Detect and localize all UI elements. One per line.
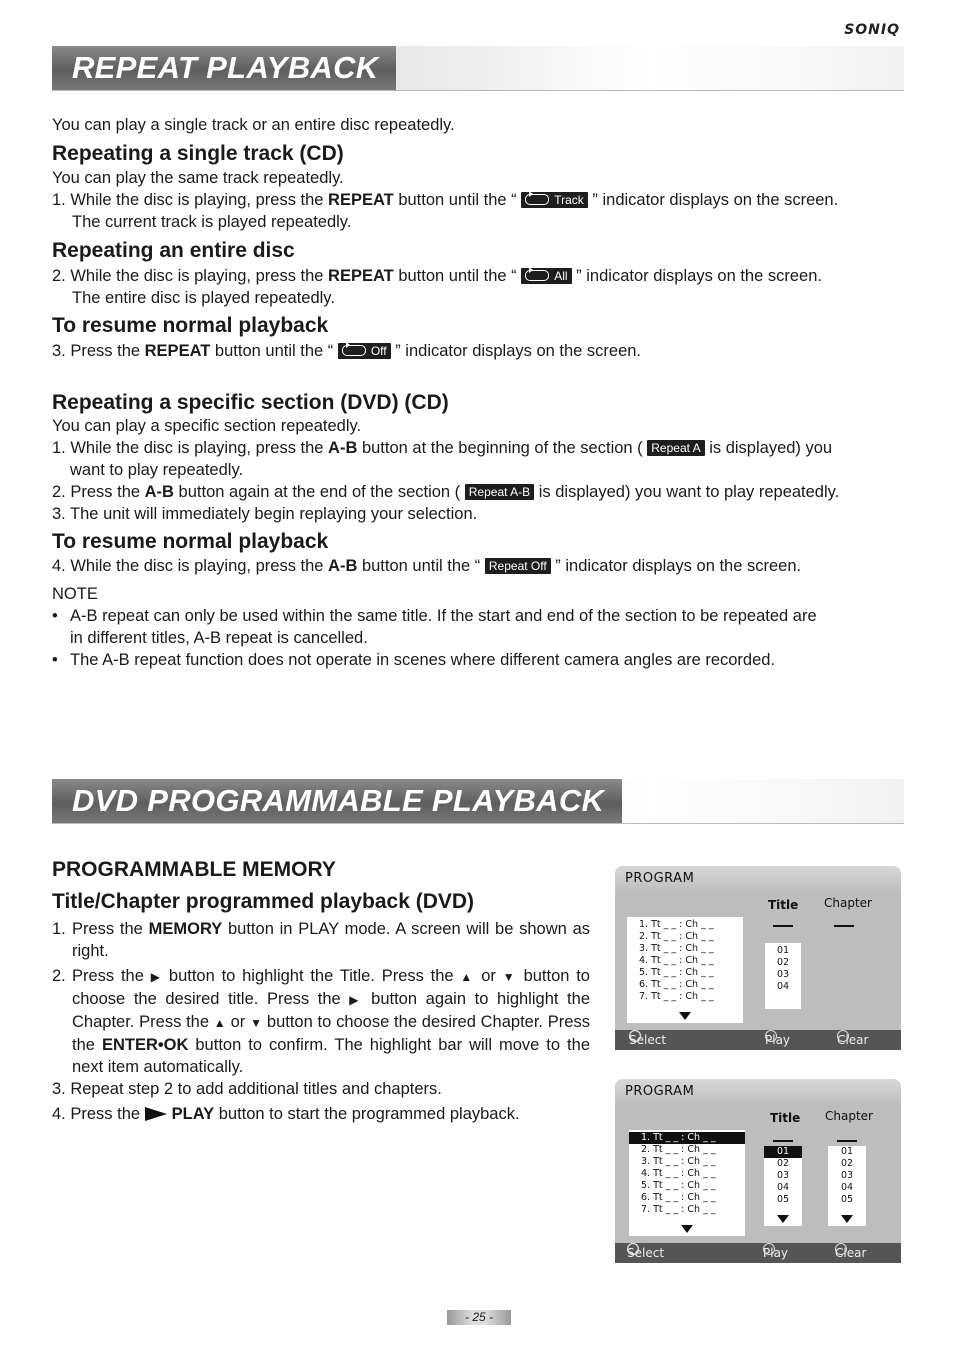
text: 1. While the disc is playing, press the: [52, 191, 329, 209]
chapter-option[interactable]: 01: [840, 1146, 854, 1157]
text: button to start the programmed playback.: [214, 1105, 520, 1123]
up-arrow-icon: ▲: [213, 1016, 226, 1030]
indicator-label: All: [554, 269, 568, 283]
button-name: A-B: [144, 483, 174, 501]
osd-title: PROGRAM: [615, 1079, 901, 1105]
repeat-a-indicator: Repeat A: [647, 440, 704, 456]
indicator-label: Off: [370, 344, 387, 358]
title-option[interactable]: 04: [776, 981, 790, 992]
heading-ab-repeat: Repeating a specific section (DVD) (CD): [52, 391, 449, 414]
repeat-ab-indicator: Repeat A-B: [465, 484, 534, 500]
text: or: [225, 1013, 251, 1031]
intro-text: You can play a single track or an entire disc repeatedly.: [52, 116, 455, 134]
heading-resume: To resume normal playback: [52, 314, 329, 337]
text: button to highlight the Title. Press the: [162, 967, 461, 985]
ab-step-4: [52, 555, 801, 577]
osd-col-chapter: Chapter: [824, 896, 872, 910]
select-label: Select: [627, 1246, 665, 1260]
chapter-option[interactable]: 03: [840, 1170, 854, 1181]
text: button to choose the desired Chapter. Press the: [72, 1013, 590, 1054]
text: ” indicator displays on the screen.: [587, 191, 839, 209]
list-item[interactable]: 6. Tt _ _ : Ch _ _: [639, 979, 714, 990]
banner-title: REPEAT PLAYBACK: [52, 46, 396, 90]
repeat-off-indicator: [338, 343, 391, 359]
list-item[interactable]: 5. Tt _ _ : Ch _ _: [641, 1180, 716, 1191]
list-item[interactable]: 4. Tt _ _ : Ch _ _: [641, 1168, 716, 1179]
osd-control-bar: [615, 1243, 901, 1263]
prog-step-2-num: 2.: [52, 967, 66, 985]
text: 1. While the disc is playing, press the: [52, 439, 329, 457]
ab-step-2: [52, 481, 839, 503]
chapter-column[interactable]: [828, 1146, 866, 1226]
program-list[interactable]: [629, 1130, 745, 1236]
title-scroll-down-icon[interactable]: [777, 1215, 789, 1223]
down-arrow-icon: ▼: [250, 1016, 263, 1030]
note-1-line1: A-B repeat can only be used within the same title. If the start and end of the section to be repeated are: [70, 607, 817, 625]
text: Press the: [72, 920, 149, 938]
indicator-label: Track: [554, 193, 584, 207]
clear-label: Clear: [835, 1246, 867, 1260]
text: is displayed) you: [704, 439, 833, 457]
button-name: REPEAT: [144, 342, 211, 360]
repeat-loop-icon: [525, 270, 549, 281]
ab-sub: You can play a specific section repeatedly.: [52, 417, 362, 435]
play-label: Play: [763, 1246, 789, 1260]
text: 4. While the disc is playing, press the: [52, 557, 329, 575]
title-option[interactable]: 02: [776, 957, 790, 968]
repeat-loop-icon: [342, 345, 366, 356]
title-option[interactable]: 03: [776, 969, 790, 980]
text: button again at the end of the section (: [173, 483, 465, 501]
chapter-scroll-down-icon[interactable]: [841, 1215, 853, 1223]
heading-entire-disc: Repeating an entire disc: [52, 239, 295, 262]
down-arrow-icon: ▼: [502, 970, 517, 984]
title-option[interactable]: 01: [776, 945, 790, 956]
prog-step-3: 3. Repeat step 2 to add additional titles and chapters.: [52, 1080, 442, 1098]
ab-step-1-line2: want to play repeatedly.: [70, 461, 244, 479]
text: Press the: [72, 967, 151, 985]
title-option[interactable]: 04: [776, 1182, 790, 1193]
chapter-option[interactable]: 02: [840, 1158, 854, 1169]
right-arrow-icon: ▶: [150, 970, 163, 984]
button-name: A-B: [328, 439, 358, 457]
osd-title: PROGRAM: [615, 866, 901, 892]
right-arrow-icon: ▶: [349, 993, 363, 1007]
title-dash: [773, 1140, 793, 1142]
ab-step-1: [52, 437, 832, 459]
text: is displayed) you want to play repeatedly.: [534, 483, 840, 501]
text: button to choose the desired title. Press the: [72, 967, 590, 1008]
list-item[interactable]: 2. Tt _ _ : Ch _ _: [641, 1144, 716, 1155]
title-option[interactable]: 02: [776, 1158, 790, 1169]
osd-col-chapter: Chapter: [825, 1109, 873, 1123]
play-icon: [145, 1107, 167, 1121]
osd-col-title: Title: [768, 898, 799, 912]
text: button until the “: [393, 267, 522, 285]
list-item[interactable]: 6. Tt _ _ : Ch _ _: [641, 1192, 716, 1203]
chapter-dash: [837, 1140, 857, 1142]
prog-step-2: [72, 965, 590, 1078]
button-name: A-B: [328, 557, 358, 575]
text: 2. Press the: [52, 483, 145, 501]
single-sub: You can play the same track repeatedly.: [52, 169, 344, 187]
prog-step-4: [52, 1103, 520, 1125]
section-banner-repeat: [52, 46, 904, 91]
list-item[interactable]: 3. Tt _ _ : Ch _ _: [639, 943, 714, 954]
text: 2. While the disc is playing, press the: [52, 267, 329, 285]
heading-single-track: Repeating a single track (CD): [52, 142, 344, 165]
program-list[interactable]: [627, 917, 743, 1023]
list-item[interactable]: 4. Tt _ _ : Ch _ _: [639, 955, 714, 966]
ab-step-3: 3. The unit will immediately begin replaying your selection.: [52, 505, 478, 523]
list-item[interactable]: 7. Tt _ _ : Ch _ _: [641, 1204, 716, 1215]
text: ” indicator displays on the screen.: [550, 557, 802, 575]
text: button at the beginning of the section (: [357, 439, 648, 457]
text: or: [474, 967, 503, 985]
page-number: - 25 -: [447, 1310, 511, 1325]
note-label: NOTE: [52, 585, 98, 603]
heading-programmable-memory: PROGRAMMABLE MEMORY: [52, 858, 336, 881]
heading-title-chapter: Title/Chapter programmed playback (DVD): [52, 890, 475, 913]
clear-label: Clear: [837, 1033, 869, 1047]
text: ” indicator displays on the screen.: [571, 267, 822, 285]
note-bullet: •: [52, 607, 58, 625]
brand-logo: SONIQ: [844, 22, 900, 38]
title-option-selected[interactable]: 01: [764, 1146, 802, 1158]
section-banner-program: [52, 779, 904, 824]
scroll-down-icon[interactable]: [681, 1225, 693, 1233]
banner-title: DVD PROGRAMMABLE PLAYBACK: [52, 779, 622, 823]
repeat-loop-icon: [525, 194, 549, 205]
step-3: [52, 340, 641, 362]
list-item[interactable]: 2. Tt _ _ : Ch _ _: [639, 931, 714, 942]
repeat-off-ab-indicator: Repeat Off: [485, 558, 551, 574]
chapter-option[interactable]: 04: [840, 1182, 854, 1193]
prog-step-1-num: 1.: [52, 920, 66, 938]
repeat-track-indicator: [521, 192, 588, 208]
list-item[interactable]: 3. Tt _ _ : Ch _ _: [641, 1156, 716, 1167]
title-column[interactable]: [765, 943, 801, 1009]
button-name: REPEAT: [328, 267, 394, 285]
note-2: The A-B repeat function does not operate in scenes where different camera angles are recorded.: [70, 651, 776, 669]
note-1-line2: in different titles, A-B repeat is cancelled.: [70, 629, 368, 647]
program-screen-2: [615, 1079, 901, 1263]
text: button until the “: [393, 191, 522, 209]
scroll-down-icon[interactable]: [679, 1012, 691, 1020]
text: button again to highlight the Chapter. Press the: [72, 990, 590, 1031]
button-name: MEMORY: [148, 920, 223, 938]
repeat-all-indicator: [521, 268, 571, 284]
list-item[interactable]: 5. Tt _ _ : Ch _ _: [639, 967, 714, 978]
list-item[interactable]: 7. Tt _ _ : Ch _ _: [639, 991, 714, 1002]
note-bullet: •: [52, 651, 58, 669]
up-arrow-icon: ▲: [460, 970, 475, 984]
title-option[interactable]: 03: [776, 1170, 790, 1181]
button-name: REPEAT: [328, 191, 394, 209]
list-item-selected[interactable]: 1. Tt _ _ : Ch _ _: [629, 1132, 745, 1144]
heading-resume-2: To resume normal playback: [52, 530, 329, 553]
step-2-line2: The entire disc is played repeatedly.: [72, 289, 335, 307]
select-label: Select: [629, 1033, 667, 1047]
list-item[interactable]: 1. Tt _ _ : Ch _ _: [639, 919, 714, 930]
step-1-line2: The current track is played repeatedly.: [72, 213, 352, 231]
text: button in PLAY mode. A screen will be shown as right.: [72, 920, 590, 960]
step-1: [52, 189, 838, 211]
prog-step-1: [72, 918, 590, 962]
text: button to confirm. The highlight bar will move to the next item automatically.: [72, 1036, 590, 1076]
text: button until the “: [357, 557, 485, 575]
play-label: Play: [765, 1033, 791, 1047]
chapter-option[interactable]: 05: [840, 1194, 854, 1205]
osd-control-bar: [615, 1030, 901, 1050]
program-screen-1: [615, 866, 901, 1050]
text: 4. Press the: [52, 1105, 145, 1123]
text: 3. Press the: [52, 342, 145, 360]
text: ” indicator displays on the screen.: [390, 342, 642, 360]
text: button until the “: [210, 342, 338, 360]
title-option[interactable]: 05: [776, 1194, 790, 1205]
button-name: ENTER•OK: [101, 1036, 189, 1054]
chapter-dash: [834, 925, 854, 927]
step-2: [52, 265, 822, 287]
title-column[interactable]: [764, 1146, 802, 1226]
osd-col-title: Title: [770, 1111, 801, 1125]
button-name: PLAY: [171, 1105, 215, 1123]
title-dash: [773, 925, 793, 927]
